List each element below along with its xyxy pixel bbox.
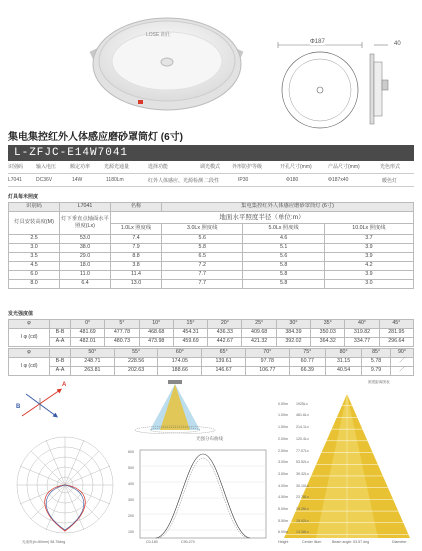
cone-lux-label: 53.52Lx — [296, 460, 309, 465]
curve-ytick-600: 600 — [128, 450, 134, 454]
cone-lux-label: 13.38Lx — [296, 530, 309, 535]
spec-v2: 14W — [72, 177, 83, 183]
illum-cell: 4.2 — [324, 262, 413, 271]
intensity-cell: 454.31 — [173, 329, 207, 338]
cone-height-label: 4.00m — [278, 483, 288, 488]
illum-cell: 53.0 — [60, 235, 111, 244]
intensity-cell: 421.32 — [242, 338, 276, 347]
illum-row — [9, 262, 414, 271]
spec-v8: Φ187x40 — [328, 177, 349, 183]
beam-pattern-diagram — [130, 378, 220, 434]
illum-cell: 5.8 — [243, 262, 324, 271]
curve-title: 光强分布曲线 — [196, 436, 223, 441]
intensity-cell: 436.33 — [208, 329, 242, 338]
illum-cell: 3.9 — [324, 253, 413, 262]
spec-v1: DC36V — [36, 177, 53, 183]
angle-header: 70° — [245, 349, 289, 358]
model-bar: L-ZFJC-E14W7041 — [8, 145, 414, 161]
illum-col-height: 灯具安装高度(M) — [9, 212, 60, 235]
intensity-cell: 66.39 — [289, 367, 325, 376]
angle-header: 5° — [105, 320, 139, 329]
illum-cell: 7.4 — [111, 235, 162, 244]
illum-cell: 5.8 — [243, 271, 324, 280]
illum-cell: 6.5 — [162, 253, 243, 262]
cone-height-label: 5.00m — [278, 507, 288, 512]
illuminance-section-label: 灯具每米照度 — [8, 194, 39, 200]
plane-name: B-B — [50, 358, 71, 367]
plane-name: B-B — [50, 329, 71, 338]
illum-cell: 29.0 — [60, 253, 111, 262]
illum-cell: 6.0 — [9, 271, 60, 280]
intensity-unit: I φ (cd) — [9, 358, 50, 376]
intensity-cell: 97.78 — [245, 358, 289, 367]
intensity-cell: 442.67 — [208, 338, 242, 347]
plane-name: A-A — [50, 338, 71, 347]
dimension-drawing — [270, 40, 418, 130]
intensity-cell: 263.81 — [71, 367, 115, 376]
illum-sub-10: 10.0Lx 照度线 — [324, 223, 413, 235]
illum-row — [9, 253, 414, 262]
intensity-cell: 9.79 — [362, 367, 391, 376]
illum-cell: 7.7 — [162, 280, 243, 289]
illum-h-name-value: 集电集控红外人体感应磨砂罩筒灯 (6寸) — [162, 203, 414, 212]
intensity-cell: 40.54 — [325, 367, 361, 376]
illum-cell: 13.0 — [111, 280, 162, 289]
illum-cell: 5.6 — [162, 235, 243, 244]
illum-sub-3: 3.0Lx 照度线 — [162, 223, 243, 235]
spec-h4: 选择功能 — [148, 164, 169, 170]
product-title: 集电集控红外人体感应磨砂罩筒灯 (6寸) — [8, 132, 183, 143]
spec-h7: 开孔尺寸(mm) — [280, 164, 312, 170]
intensity-cell: 480.73 — [105, 338, 139, 347]
spec-v5: 二段性 — [204, 178, 220, 184]
spec-h5: 调光模式 — [200, 164, 221, 170]
intensity-table-1 — [8, 319, 414, 347]
intensity-cell: 31.15 — [325, 358, 361, 367]
height-label: 40 — [394, 41, 401, 47]
illum-cell: 5.6 — [243, 253, 324, 262]
illum-row — [9, 280, 414, 289]
curve-axis-c0: C0-180 — [146, 540, 158, 544]
angle-header: 15° — [173, 320, 207, 329]
intensity-cell: 106.77 — [245, 367, 289, 376]
cone-height-label: 3.50m — [278, 471, 288, 476]
illum-cell: 7.9 — [111, 244, 162, 253]
intensity-cell: 319.82 — [345, 329, 379, 338]
intensity-cell: 334.77 — [345, 338, 379, 347]
intensity-cell: 350.03 — [311, 329, 345, 338]
illum-cell: 11.0 — [60, 271, 111, 280]
cone-height-label: 3.00m — [278, 460, 288, 465]
curve-ytick-100: 100 — [128, 530, 134, 534]
diameter-label: Φ187 — [310, 39, 325, 45]
intensity-cell: 473.98 — [139, 338, 173, 347]
illum-cell: 5.1 — [243, 244, 324, 253]
cone-lux-label: 23.78Lx — [296, 495, 309, 500]
intensity-cell: 459.69 — [173, 338, 207, 347]
intensity-curve-chart — [126, 436, 274, 548]
intensity-cell: 5.78 — [362, 358, 391, 367]
illum-row — [9, 235, 414, 244]
angle-header: 90° — [390, 349, 413, 358]
angle-symbol: φ — [9, 320, 50, 329]
axis-a-label: A — [62, 382, 67, 388]
cone-lux-label: 39.32Lx — [296, 471, 309, 476]
intensity-cell: 409.68 — [242, 329, 276, 338]
angle-header: 85° — [362, 349, 391, 358]
illum-cell: 3.9 — [324, 271, 413, 280]
illum-row — [9, 271, 414, 280]
illum-cell: 4.5 — [9, 262, 60, 271]
illum-cell: 3.7 — [324, 235, 413, 244]
spec-h9: 光色形式 — [380, 164, 401, 170]
angle-header: 65° — [202, 349, 246, 358]
illum-cell: 38.0 — [60, 244, 111, 253]
cone-lux-label: 214.1Lx — [296, 425, 309, 430]
illum-cell: 8.8 — [111, 253, 162, 262]
illum-cell: 3.0 — [324, 280, 413, 289]
curve-ytick-300: 300 — [128, 498, 134, 502]
intensity-cell: 202.63 — [114, 367, 158, 376]
angle-header: 60° — [158, 349, 202, 358]
curve-ytick-200: 200 — [128, 514, 134, 518]
cone-height-label: 2.50m — [278, 448, 288, 453]
intensity-cell: 384.39 — [276, 329, 310, 338]
intensity-cell: 228.56 — [114, 358, 158, 367]
cone-height-label: 1.00m — [278, 413, 288, 418]
cone-lux-label: 19.26Lx — [296, 507, 309, 512]
illum-row — [9, 244, 414, 253]
spec-h6: 外形防护等级 — [232, 164, 263, 170]
illum-cell: 5.8 — [162, 244, 243, 253]
intensity-cell: 60.77 — [289, 358, 325, 367]
illum-cell: 11.4 — [111, 271, 162, 280]
angle-header: 10° — [139, 320, 173, 329]
intensity-cell: 296.64 — [379, 338, 413, 347]
intensity-cell: ／ — [390, 358, 413, 367]
spec-v4: 红外人体感应、光源检测 — [148, 178, 204, 184]
curve-axis-c90: C90-270 — [181, 540, 195, 544]
illum-cell: 3.0 — [9, 244, 60, 253]
illum-cell: 6.4 — [60, 280, 111, 289]
intensity-cell: 477.78 — [105, 329, 139, 338]
illum-sub-5: 5.0Lx 照度线 — [243, 223, 324, 235]
cone-lux-label: 1925Lx — [296, 401, 308, 406]
angle-header: 75° — [289, 349, 325, 358]
intensity-cell: 139.61 — [202, 358, 246, 367]
illum-h-name: 名称 — [111, 203, 162, 212]
angle-symbol: φ — [9, 349, 50, 358]
cone-lux-label: 15.92Lx — [296, 518, 309, 523]
direction-arrows-icon — [12, 380, 72, 428]
polar-chart — [10, 430, 120, 548]
spec-h3: 光源光通量 — [104, 164, 130, 170]
cone-footer-beam: Beam angle: 53.57 deg — [332, 540, 370, 544]
cone-height-label: 6.00m — [278, 530, 288, 535]
illum-cell: 8.0 — [9, 280, 60, 289]
product-photo — [88, 4, 246, 116]
illum-h-code: L7041 — [60, 203, 111, 212]
plane-name: A-A — [50, 367, 71, 376]
intensity-table-2 — [8, 348, 414, 376]
illum-cell: 3.8 — [111, 262, 162, 271]
illum-cell: 3.9 — [324, 244, 413, 253]
intensity-cell: 392.02 — [276, 338, 310, 347]
cone-height-label: 5.50m — [278, 518, 288, 523]
angle-header: 30° — [276, 320, 310, 329]
spec-v9: 暖色灯 — [382, 178, 398, 184]
intensity-cell: 174.05 — [158, 358, 202, 367]
illum-cell: 4.6 — [243, 235, 324, 244]
illum-cell: 3.5 — [9, 253, 60, 262]
cone-lux-label: 77.07Lx — [296, 448, 309, 453]
angle-header: 80° — [325, 349, 361, 358]
angle-header: 0° — [71, 320, 105, 329]
intensity-cell: 481.69 — [71, 329, 105, 338]
polar-footer: 光束角(h=50mm) 58.75deg — [22, 540, 66, 544]
illum-cell: 5.8 — [243, 280, 324, 289]
angle-header: 25° — [242, 320, 276, 329]
illum-cell: 2.5 — [9, 235, 60, 244]
axis-b-label: B — [16, 404, 21, 410]
illuminance-table — [8, 202, 414, 289]
illum-cell: 18.0 — [60, 262, 111, 271]
spec-h8: 产品尺寸(mm) — [328, 164, 360, 170]
spec-h2: 额定功率 — [70, 164, 91, 170]
curve-ytick-500: 500 — [128, 466, 134, 470]
intensity-cell: 146.67 — [202, 367, 246, 376]
cone-title: 照度距离图表 — [368, 380, 390, 384]
spec-v0: L7041 — [8, 177, 22, 183]
intensity-cell: 364.32 — [311, 338, 345, 347]
intensity-cell: 188.66 — [158, 367, 202, 376]
illum-cell: 7.2 — [162, 262, 243, 271]
angle-header: 50° — [71, 349, 115, 358]
intensity-cell: 468.68 — [139, 329, 173, 338]
illum-col-radius: 地面水平照度半径（单位:m） — [111, 212, 414, 224]
cone-height-label: 0.50m — [278, 401, 288, 406]
illum-sub-1: 1.0Lx 照度线 — [111, 223, 162, 235]
photo-brand: LOSE 朗仕 — [146, 32, 171, 38]
intensity-cell: 248.71 — [71, 358, 115, 367]
illuminance-cone-chart — [276, 380, 418, 548]
angle-header: 40° — [345, 320, 379, 329]
angle-header: 35° — [311, 320, 345, 329]
illum-h-id: 识别码 — [9, 203, 60, 212]
spec-h1: 输入电压 — [36, 164, 57, 170]
cone-height-label: 4.50m — [278, 495, 288, 500]
cone-height-label: 2.00m — [278, 436, 288, 441]
cone-lux-label: 30.10Lx — [296, 483, 309, 488]
curve-ytick-400: 400 — [128, 482, 134, 486]
spec-h0: 识别码 — [8, 164, 24, 170]
spec-v3: 1180Lm — [106, 177, 124, 183]
intensity-unit: I φ (cd) — [9, 329, 50, 347]
intensity-cell: 482.01 — [71, 338, 105, 347]
cone-lux-label: 481.6Lx — [296, 413, 309, 418]
cone-footer-center: Center Illum — [302, 540, 322, 544]
cone-footer-height: Height — [278, 540, 289, 544]
intensity-cell: ／ — [390, 367, 413, 376]
angle-header: 45° — [379, 320, 413, 329]
spec-v6: IP30 — [238, 177, 249, 183]
intensity-section-label: 发光强度值 — [8, 311, 34, 317]
spec-v7: Φ180 — [286, 177, 299, 183]
cone-footer-diameter: Diameter — [392, 540, 407, 544]
illum-cell: 7.7 — [162, 271, 243, 280]
cone-height-label: 1.50m — [278, 425, 288, 430]
cone-lux-label: 120.4Lx — [296, 436, 309, 441]
illum-col-center: 灯下垂直点轴面水平照度(Lx) — [60, 212, 111, 235]
angle-header: 20° — [208, 320, 242, 329]
intensity-cell: 281.95 — [379, 329, 413, 338]
angle-header: 55° — [114, 349, 158, 358]
